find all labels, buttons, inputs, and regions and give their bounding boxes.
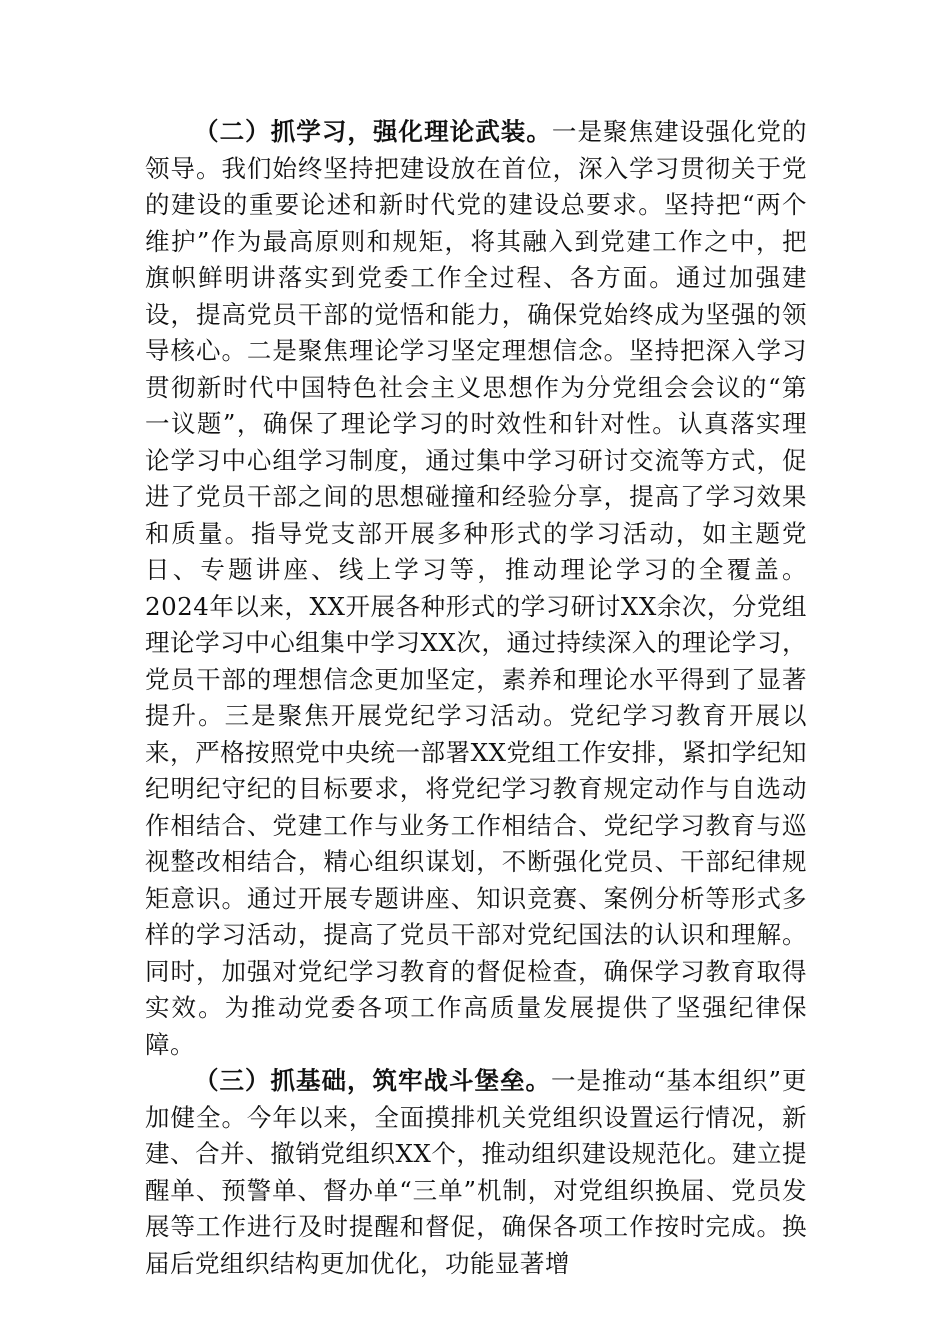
paragraph-study-text: 一是聚焦建设强化党的领导。我们始终坚持把建设放在首位，深入学习贯彻关于党的建设的重要论述和新时代党的建设总要求。坚持把“两个维护”作为最高原则和规矩，将其融入到党建工作之中，把旗帜鲜明讲落实到党委工作全过程、各方面。通过加强建设，提高党员干部的觉悟和能力，确保党始终成为坚强的领导核心。二是聚焦理论学习坚定理想信念。坚持把深入学习贯彻新时代中国特色社会主义思想作为分党组会会议的“第一议题”，确保了理论学习的时效性和针对性。认真落实理论学习中心组学习制度，通过集中学习研讨交流等方式，促进了党员干部之间的思想碰撞和经验分享，提高了学习效果和质量。指导党支部开展多种形式的学习活动，如主题党日、专题讲座、线上学习等，推动理论学习的全覆盖。2024年以来，XX开展各种形式的学习研讨XX余次，分党组理论学习中心组集中学习XX次，通过持续深入的理论学习，党员干部的理想信念更加坚定，素养和理论水平得到了显著提升。三是聚焦开展党纪学习活动。党纪学习教育开展以来，严格按照党中央统一部署XX党组工作安排，紧扣学纪知纪明纪守纪的目标要求，将党纪学习教育规定动作与自选动作相结合、党建工作与业务工作相结合、党纪学习教育与巡视整改相结合，精心组织谋划，不断强化党员、干部纪律规矩意识。通过开展专题讲座、知识竞赛、案例分析等形式多样的学习活动，提高了党员干部对党纪国法的认识和理解。同时，加强对党纪学习教育的督促检查，确保学习教育取得实效。为推动党委各项工作高质量发展提供了坚强纪律保障。	[145, 117, 808, 1059]
paragraph-study	[145, 114, 807, 1063]
paragraph-foundation-text: 一是推动“基本组织”更加健全。今年以来，全面摸排机关党组织设置运行情况，新建、合并、撤销党组织XX个，推动组织建设规范化。建立提醒单、预警单、督办单“三单”机制，对党组织换届、党员发展等工作进行及时提醒和督促，确保各项工作按时完成。换届后党组织结构更加优化，功能显著增	[145, 1066, 807, 1278]
section-heading-study: （二）抓学习，强化理论武装。	[194, 117, 552, 146]
section-heading-foundation: （三）抓基础，筑牢战斗堡垒。	[194, 1066, 551, 1095]
paragraph-foundation	[145, 1063, 807, 1282]
document-body	[145, 114, 807, 1282]
